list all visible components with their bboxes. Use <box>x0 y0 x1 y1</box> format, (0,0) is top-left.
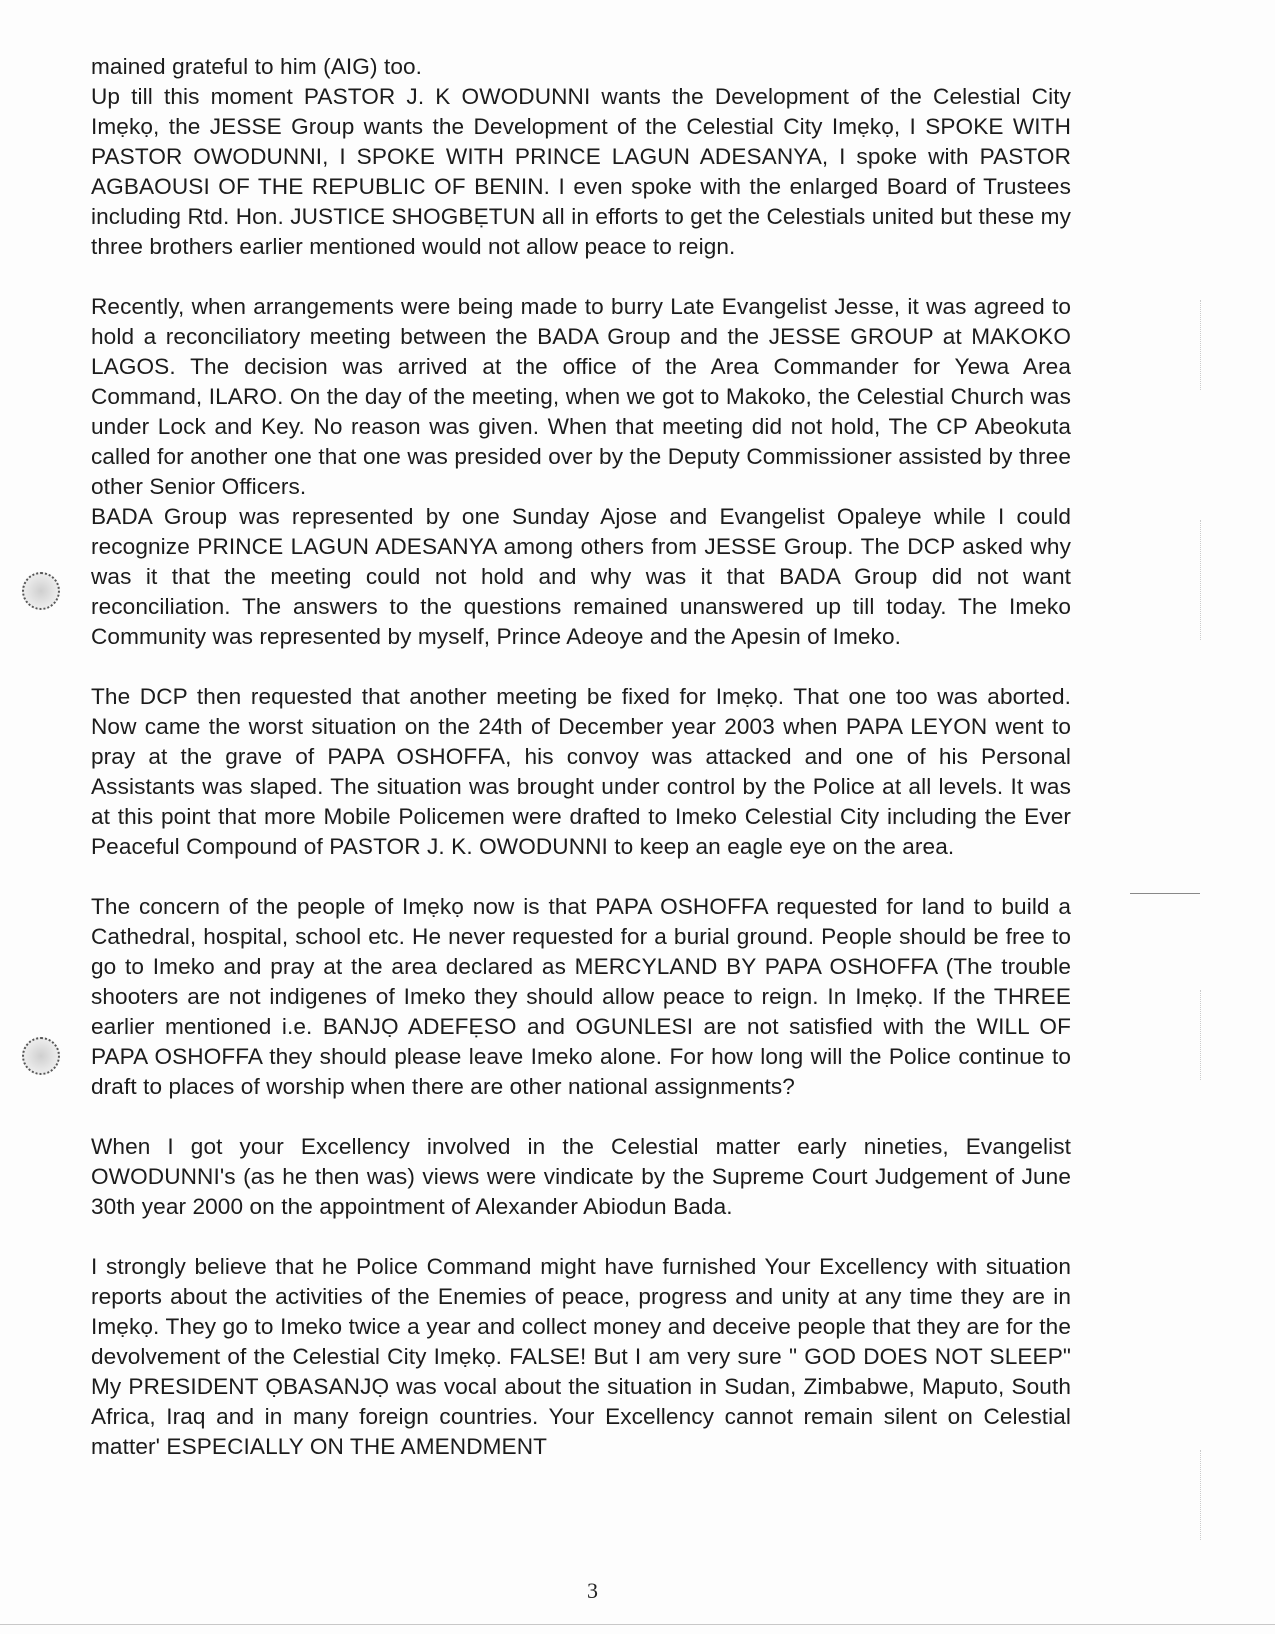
paragraph: BADA Group was represented by one Sunday Ajose and Evangelist Opaleye while I could recognize PRINCE LAGUN ADESANYA among others from JESSE Group. The DCP asked why was it that the meeting could not hold and why was it that BADA Group did not want reconciliation. The answers to the questions remained unanswered up till today. The Imeko Community was represented by myself, Prince Adeoye and the Apesin of Imeko. <box>91 504 1071 649</box>
paragraph: mained grateful to him (AIG) too. <box>91 54 423 79</box>
scan-dash-mark <box>1130 893 1200 894</box>
paragraph: I strongly believe that he Police Command might have furnished Your Excellency with situation reports about the activities of the Enemies of peace, progress and unity at any time they are in Imẹkọ. They go to Imeko twice a year and collect money and deceive people that they are for the devolvement of the Celestial City Imẹkọ. FALSE! But I am very sure " GOD DOES NOT SLEEP" My PRESIDENT ỌBASANJỌ was vocal about the situation in Sudan, Zimbabwe, Maputo, South Africa, Iraq and in many foreign countries. Your Excellency cannot remain silent on Celestial matter' ESPECIALLY ON THE AMENDMENT <box>91 1254 1071 1459</box>
paragraph-gap <box>91 262 1071 292</box>
scan-bottom-edge <box>0 1624 1275 1625</box>
paragraph: Recently, when arrangements were being made to burry Late Evangelist Jesse, it was agreed to hold a reconciliatory meeting between the BADA Group and the JESSE GROUP at MAKOKO LAGOS. The decision was arrived at the office of the Area Commander for Yewa Area Command, ILARO. On the day of the meeting, when we got to Makoko, the Celestial Church was under Lock and Key. No reason was given. When that meeting did not hold, The CP Abeokuta called for another one that one was presided over by the Deputy Commissioner assisted by three other Senior Officers. <box>91 294 1071 499</box>
punch-hole-mark <box>22 1037 60 1075</box>
scan-edge-noise <box>1200 990 1221 1080</box>
paragraph-gap <box>91 1222 1071 1252</box>
paragraph-gap <box>91 862 1071 892</box>
paragraph: The DCP then requested that another meeting be fixed for Imẹkọ. That one too was aborted. Now came the worst situation on the 24th of December year 2003 when PAPA LEYON went to pray at the grave of PAPA OSHOFFA, his convoy was attacked and one of his Personal Assistants was slaped. The situation was brought under control by the Police at all levels. It was at this point that more Mobile Policemen were drafted to Imeko Celestial City including the Ever Peaceful Compound of PASTOR J. K. OWODUNNI to keep an eagle eye on the area. <box>91 684 1071 859</box>
paragraph: When I got your Excellency involved in the Celestial matter early nineties, Evangelist OWODUNNI's (as he then was) views were vindicate by the Supreme Court Judgement of June 30th year 2000 on the appointment of Alexander Abiodun Bada. <box>91 1134 1071 1219</box>
punch-hole-mark <box>22 572 60 610</box>
scan-edge-noise <box>1200 520 1221 640</box>
scan-edge-noise <box>1200 300 1221 390</box>
paragraph: The concern of the people of Imẹkọ now is that PAPA OSHOFFA requested for land to build a Cathedral, hospital, school etc. He never requested for a burial ground. People should be free to go to Imeko and pray at the area declared as MERCYLAND BY PAPA OSHOFFA (The trouble shooters are not indigenes of Imeko they should allow peace to reign. In Imẹkọ. If the THREE earlier mentioned i.e. BANJỌ ADEFẸSO and OGUNLESI are not satisfied with the WILL OF PAPA OSHOFFA they should please leave Imeko alone. For how long will the Police continue to draft to places of worship when there are other national assignments? <box>91 894 1071 1099</box>
document-body <box>91 52 1071 1462</box>
paragraph-gap <box>91 1102 1071 1132</box>
paragraph: Up till this moment PASTOR J. K OWODUNNI wants the Development of the Celestial City Imẹkọ, the JESSE Group wants the Development of the Celestial City Imẹkọ, I SPOKE WITH PASTOR OWODUNNI, I SPOKE WITH PRINCE LAGUN ADESANYA, I spoke with PASTOR AGBAOUSI OF THE REPUBLIC OF BENIN. I even spoke with the enlarged Board of Trustees including Rtd. Hon. JUSTICE SHOGBẸTUN all in efforts to get the Celestials united but these my three brothers earlier mentioned would not allow peace to reign. <box>91 84 1071 259</box>
paragraph-gap <box>91 652 1071 682</box>
scan-edge-noise <box>1200 1450 1221 1540</box>
page-number: 3 <box>587 1578 598 1603</box>
